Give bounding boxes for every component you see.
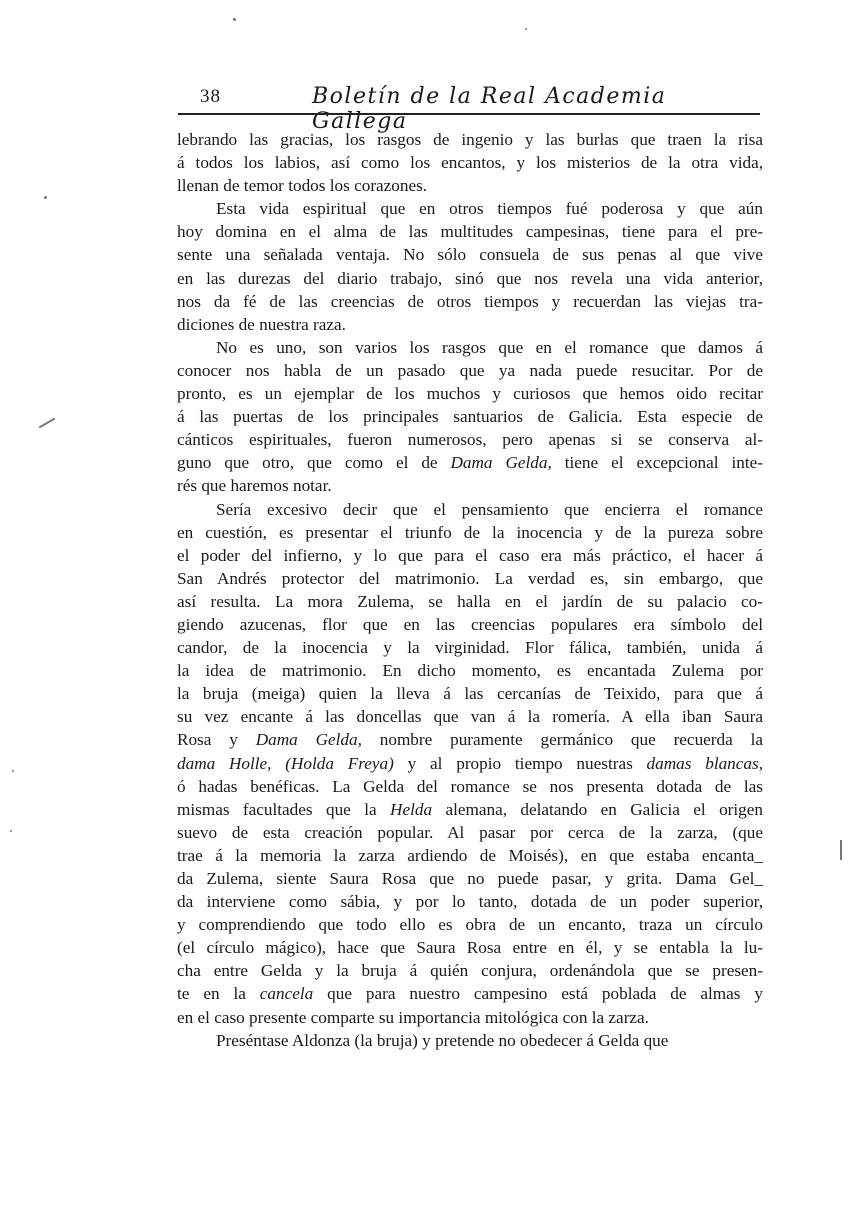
text-line: suevo de esta creación popular. Al pasar por cerca de la zarza, (que: [177, 822, 763, 842]
scan-speck: [39, 418, 56, 429]
text-line: conocer nos habla de un pasado que ya nada puede resucitar. Por de: [177, 360, 763, 380]
text-line: trae á la memoria la zarza ardiendo de Moisés), en que estaba encanta_: [177, 845, 763, 865]
text-line: ó hadas benéficas. La Gelda del romance se nos presenta dotada de las: [177, 776, 763, 796]
text-line: Rosa y Dama Gelda, nombre puramente germánico que recuerda la: [177, 730, 763, 750]
scan-speck: [233, 18, 236, 21]
italic-term: Helda: [390, 799, 433, 819]
body-text: [177, 128, 763, 1052]
text-line: rés que haremos notar.: [177, 476, 332, 496]
text-line: en cuestión, es presentar el triunfo de la inocencia y de la pureza sobre: [177, 522, 763, 542]
italic-term: cancela: [259, 984, 314, 1004]
text-line: en el caso presente comparte su importancia mitológica con la zarza.: [177, 1007, 649, 1027]
scan-speck: [840, 840, 842, 860]
text-line: y comprendiendo que todo ello es obra de un encanto, traza un círculo: [177, 915, 763, 935]
text-line: lebrando las gracias, los rasgos de ingenio y las burlas que traen la risa: [177, 130, 763, 149]
paragraph: [177, 197, 763, 336]
text-line: llenan de temor todos los corazones.: [177, 176, 428, 196]
text-line: (el círculo mágico), hace que Saura Rosa entre en él, y se entabla la lu-: [177, 938, 763, 958]
paragraph: [177, 128, 763, 197]
text-line: da Zulema, siente Saura Rosa que no puede pasar, y grita. Dama Gel_: [177, 869, 763, 888]
text-line: diciones de nuestra raza.: [177, 314, 346, 334]
text-line: Preséntase Aldonza (la bruja) y pretende no obedecer á Gelda que: [216, 1030, 669, 1050]
paragraph: [177, 498, 763, 1029]
text-line: hoy domina en el alma de las multitudes campesinas, tiene para el pre-: [177, 222, 763, 242]
text-line: da interviene como sábia, y por lo tanto, dotada de un poder superior,: [177, 892, 763, 912]
text-line: Esta vida espiritual que en otros tiempos fué poderosa y que aún: [216, 199, 763, 219]
paragraph: [177, 1029, 763, 1052]
text-line: sente una señalada ventaja. No sólo consuela de sus penas al que vive: [177, 245, 763, 265]
text-line: No es uno, son varios los rasgos que en el romance que damos á: [216, 337, 763, 357]
text-line: Sería excesivo decir que el pensamiento que encierra el romance: [216, 499, 763, 519]
text-line: á las puertas de los principales santuarios de Galicia. Esta especie de: [177, 407, 763, 427]
text-line: mismas facultades que la Helda alemana, delatando en Galicia el origen: [177, 799, 763, 819]
text-line: pronto, es un ejemplar de los muchos y curiosos que hemos oido recitar: [177, 384, 763, 404]
page-number: 38: [200, 86, 221, 107]
scan-speck: [10, 830, 12, 832]
text-line: cha entre Gelda y la bruja á quién conjura, ordenándola que se presen-: [177, 961, 763, 981]
text-line: la bruja (meiga) quien la lleva á las cercanías de Teixido, para que á: [177, 684, 763, 704]
text-line: te en la cancela que para nuestro campesino está poblada de almas y: [177, 984, 763, 1004]
text-line: á todos los labios, así como los encantos, y los misterios de la otra vida,: [177, 153, 763, 173]
text-line: guno que otro, que como el de Dama Gelda, tiene el excepcional inte-: [177, 453, 763, 473]
paragraph: [177, 336, 763, 498]
text-line: el poder del infierno, y lo que para el caso era más práctico, el hacer á: [177, 545, 763, 565]
italic-term: dama Holle, (Holda Freya): [177, 753, 394, 773]
text-line: cánticos espirituales, fueron numerosos, pero apenas si se conserva al-: [177, 430, 763, 450]
italic-term: Dama Gelda,: [255, 730, 362, 750]
page-header: [178, 82, 760, 134]
text-line: su vez encante á las doncellas que van á la romería. A ella iban Saura: [177, 707, 763, 727]
scan-speck: [525, 28, 527, 30]
italic-term: Dama Gelda,: [450, 453, 552, 473]
text-line: San Andrés protector del matrimonio. La verdad es, sin embargo, que: [177, 568, 763, 588]
text-line: nos da fé de las creencias de otros tiempos y recuerdan las viejas tra-: [177, 291, 763, 311]
scan-speck: [44, 196, 47, 199]
text-line: dama Holle, (Holda Freya) y al propio tiempo nuestras damas blancas,: [177, 753, 763, 773]
text-line: candor, de la inocencia y la virginidad. Flor fálica, también, unida á: [177, 638, 763, 658]
italic-term: damas blancas: [646, 753, 759, 773]
running-title: Boletín de la Real Academia Gallega: [312, 84, 667, 134]
text-line: en las durezas del diario trabajo, sinó que nos revela una vida anterior,: [177, 268, 763, 288]
text-line: así resulta. La mora Zulema, se halla en el jardín de su palacio co-: [177, 591, 763, 611]
text-line: giendo azucenas, flor que en las creencias populares era símbolo del: [177, 614, 763, 634]
scan-speck: [12, 770, 14, 772]
text-line: la idea de matrimonio. En dicho momento, es encantada Zulema por: [177, 661, 763, 681]
header-rule: [178, 113, 760, 115]
